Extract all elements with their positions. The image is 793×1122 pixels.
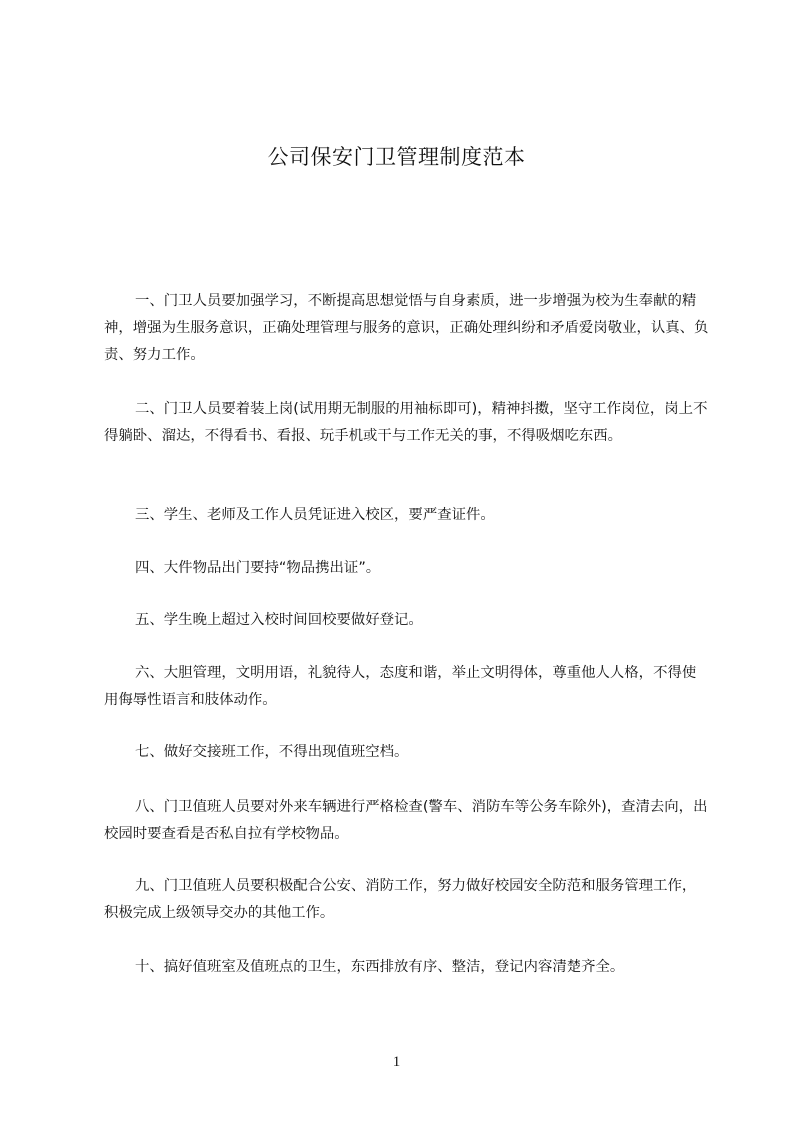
paragraph-5: 五、学生晚上超过入校时间回校要做好登记。 [135, 612, 423, 628]
paragraph-9: 九、门卫值班人员要积极配合公安、消防工作，努力做好校园安全防范和服务管理工作，积极完成上级领导交办的其他工作。 [104, 878, 697, 921]
paragraph-4: 四、大件物品出门要持“物品携出证”。 [135, 560, 381, 576]
paragraph-2: 二、门卫人员要着装上岗(试用期无制服的用袖标即可)，精神抖擞，坚守工作岗位，岗上不得躺卧、溜达，不得看书、看报、玩手机或干与工作无关的事，不得吸烟吃东西。 [104, 401, 708, 444]
paragraph-7: 七、做好交接班工作，不得出现值班空档。 [135, 744, 409, 760]
document-title: 公司保安门卫管理制度范本 [267, 145, 526, 169]
paragraph-8: 八、门卫值班人员要对外来车辆进行严格检查(警车、消防车等公务车除外)，查清去向，出校园时要查看是否私自拉有学校物品。 [104, 799, 708, 842]
page-number: 1 [392, 1054, 401, 1070]
paragraph-10: 十、搞好值班室及值班点的卫生，东西排放有序、整洁，登记内容清楚齐全。 [135, 959, 625, 975]
paragraph-3: 三、学生、老师及工作人员凭证进入校区，要严查证件。 [135, 507, 495, 523]
paragraph-6: 六、大胆管理，文明用语，礼貌待人，态度和谐，举止文明得体，尊重他人人格，不得使用侮辱性语言和肢体动作。 [104, 665, 697, 708]
paragraph-1: 一、门卫人员要加强学习，不断提高思想觉悟与自身素质，进一步增强为校为生奉献的精神，增强为生服务意识，正确处理管理与服务的意识，正确处理纠纷和矛盾爱岗敬业，认真、负责、努力工作。 [104, 293, 709, 363]
